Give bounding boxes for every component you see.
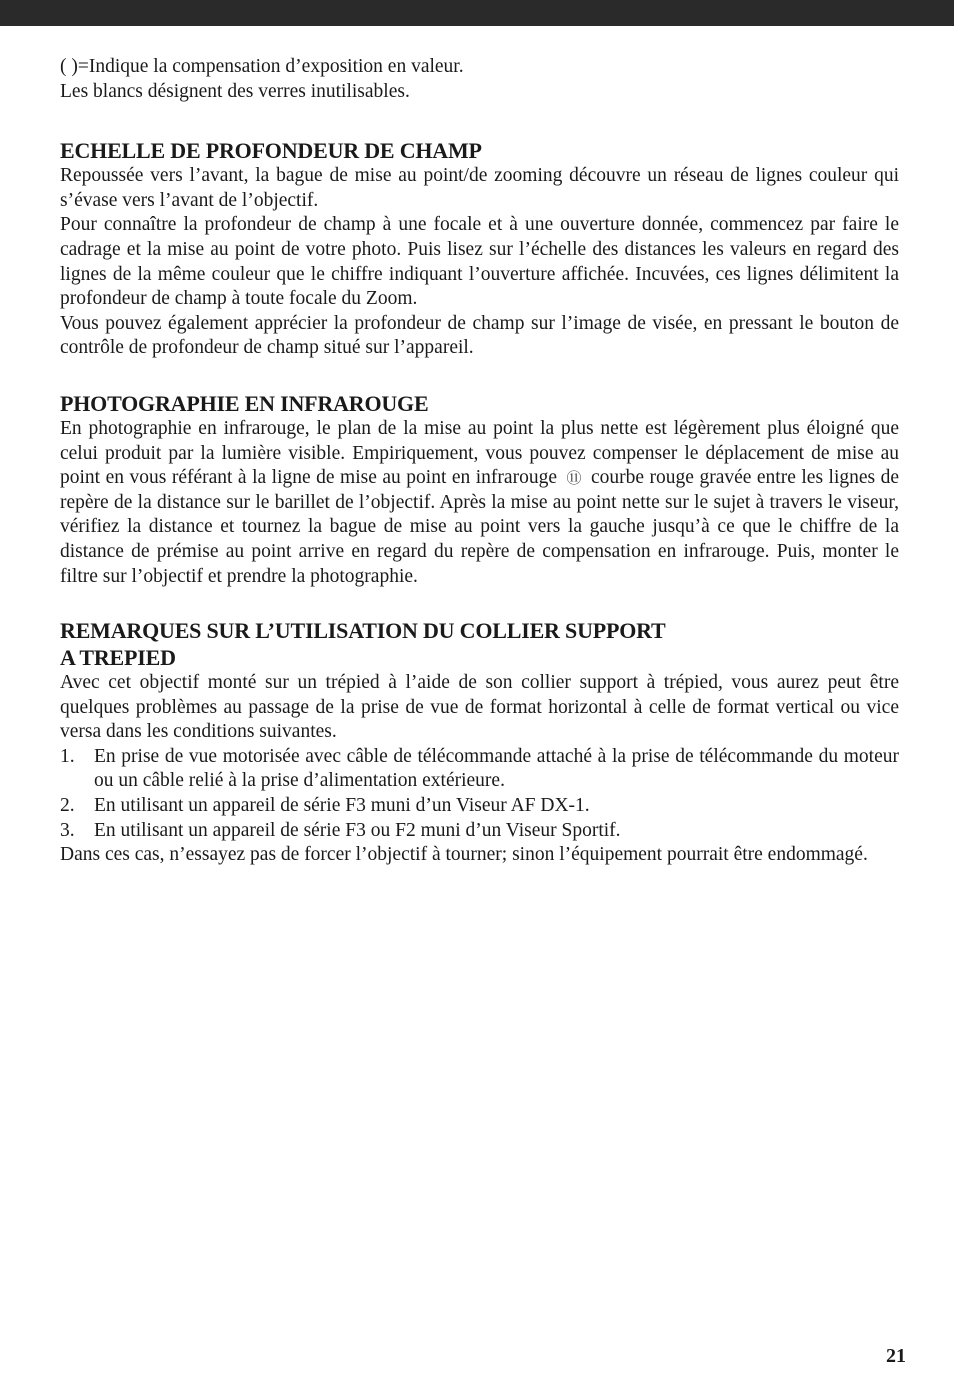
list-item-number: 3. — [60, 819, 75, 841]
depth-paragraph-1: Repoussée vers l’avant, la bague de mise au point/de zooming découvre un réseau de lignes couleur qui s’évase vers l’avant de l’objectif. — [60, 165, 899, 211]
list-item-text: En utilisant un appareil de série F3 muni d’un Viseur AF DX-1. — [94, 795, 590, 817]
depth-paragraph-3: Vous pouvez également apprécier la profondeur de champ sur l’image de visée, en pressant le bouton de contrôle de profondeur de champ situé sur l’appareil. — [60, 312, 899, 359]
depth-paragraph-2: Pour connaître la profondeur de champ à une focale et à une ouverture donnée, commencez par faire le cadrage et la mise au point de votre photo. Puis lisez sur l’échelle des distances les valeurs en regard des lignes de la même couleur que le chiffre indiquant l’ouverture affichée. Incuvées, ces lignes délimitent la profondeur de champ à toute focale du Zoom. — [60, 214, 899, 310]
list-item — [60, 819, 899, 844]
list-item — [60, 745, 899, 794]
list-item-number: 1. — [60, 745, 75, 767]
tripod-paragraph-1: Avec cet objectif monté sur un trépied à l’aide de son collier support à trépied, vous aurez peut être quelques problèmes au passage de la prise de vue de format horizontal à celle de format vertical ou vice versa dans les conditions suivantes. — [60, 672, 899, 743]
section-title-depth-of-field: ECHELLE DE PROFONDEUR DE CHAMP — [60, 138, 482, 164]
tripod-title-line-2: A TREPIED — [60, 645, 176, 671]
top-scan-border — [0, 0, 954, 26]
infrared-text-after: courbe rouge gravée entre les lignes de repère de la distance sur le barillet de l’objectif. Après la mise au point nette sur le sujet à travers le viseur, vérifiez la distance et tournez la bague de mise au point vers la gauche jusqu’à ce que le chiffre de la distance de prémise au point arrive en regard du repère de compensation en infrarouge. Puis, monter le filtre sur l’objectif et prendre la photographie. — [60, 467, 900, 587]
infrared-paragraph — [60, 417, 899, 589]
tripod-conditions-list — [60, 745, 899, 843]
page-content — [60, 55, 899, 868]
list-item-text: En prise de vue motorisée avec câble de télécommande attaché à la prise de télécommande du moteur ou un câble relié à la prise d’alimentation extérieure. — [94, 745, 899, 792]
list-item — [60, 794, 899, 819]
tripod-title-line-1: REMARQUES SUR L’UTILISATION DU COLLIER SUPPORT — [60, 618, 666, 644]
section-title-tripod-collar — [60, 617, 899, 671]
intro-line-blanks: Les blancs désignent des verres inutilisables. — [60, 80, 410, 102]
infrared-text-before: En photographie en infrarouge, le plan de la mise au point la plus nette est légèrement plus éloigné que celui produit par la lumière visible. Empiriquement, vous pouvez compenser le déplacement de mise au point en vous référant à la ligne de mise au point en infrarouge — [60, 417, 899, 489]
section-title-infrared: PHOTOGRAPHIE EN INFRAROUGE — [60, 390, 429, 416]
list-item-number: 2. — [60, 795, 75, 817]
intro-notes — [60, 55, 899, 104]
page-number: 21 — [886, 1345, 906, 1367]
reference-number-11-icon: ⑪ — [566, 469, 582, 488]
tripod-paragraph-2: Dans ces cas, n’essayez pas de forcer l’objectif à tourner; sinon l’équipement pourrait être endommagé. — [60, 844, 868, 866]
list-item-text: En utilisant un appareil de série F3 ou F2 muni d’un Viseur Sportif. — [94, 819, 621, 841]
intro-line-exposure: ( )=Indique la compensation d’exposition en valeur. — [60, 56, 464, 77]
